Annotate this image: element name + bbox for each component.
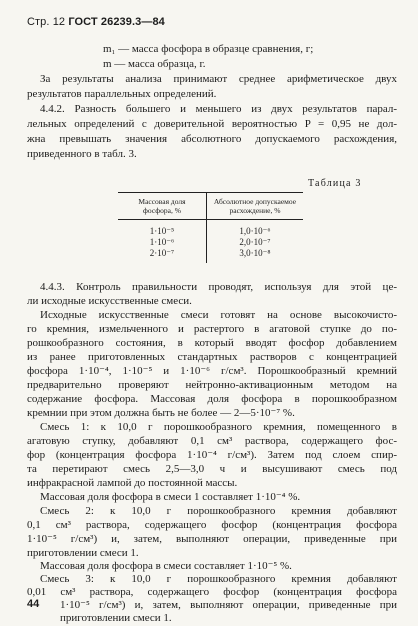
text-line: m — масса образца, г. bbox=[103, 58, 206, 70]
page-number: 44 bbox=[27, 598, 40, 610]
text-line: За результаты анализа принимают среднее арифметическое двух bbox=[40, 73, 397, 85]
table-row bbox=[118, 237, 303, 248]
text-line: 0,1 см³ раствора, содержащего фосфор (концентрация фосфора bbox=[27, 519, 397, 531]
table-row bbox=[118, 248, 303, 263]
text-line: та перетирают смесь 2,5—3,0 ч и высушивают смесь под bbox=[27, 463, 397, 475]
text-line: жна превышать значения абсолютного допускаемого расхождения, bbox=[27, 133, 397, 145]
text-line: Исходные искусственные смеси готовят на основе высокочисто- bbox=[40, 309, 397, 321]
page-label: Стр. 12 bbox=[27, 16, 66, 28]
text-line: приведенного в табл. 3. bbox=[27, 148, 137, 160]
text-line: m₁ — масса фосфора в образце сравнения, г; bbox=[103, 43, 314, 55]
text-line: рошкообразного состояния, в который вводят фосфор добавлением bbox=[27, 337, 397, 349]
text-line: ли исходные искусственные смеси. bbox=[27, 295, 192, 307]
text-line: го кремния, измельченного и растертого в агатовой ступке до по- bbox=[27, 323, 397, 335]
table-cell: 1,0·10⁻⁶ bbox=[239, 226, 271, 236]
table-cell: 2,0·10⁻⁷ bbox=[239, 237, 271, 247]
text-line: кремнии при этом должна быть не более — 2—5·10⁻⁷ %. bbox=[27, 407, 295, 419]
text-line: агатовую ступку, добавляют 0,1 см³ раствора, содержащего фос- bbox=[27, 435, 397, 447]
table-caption: Таблица 3 bbox=[308, 178, 362, 189]
page-header bbox=[27, 16, 165, 28]
text-line: приготовлении смеси 1. bbox=[27, 547, 139, 559]
column-header: Массовая доля фосфора, % bbox=[118, 193, 207, 220]
text-line: Смесь 3: к 10,0 г порошкообразного кремния добавляют bbox=[40, 573, 397, 585]
text-line: результатов параллельных определений. bbox=[27, 88, 217, 100]
table-header-row bbox=[118, 193, 303, 220]
table-cell: 3,0·10⁻⁸ bbox=[239, 248, 271, 258]
table-row bbox=[118, 220, 303, 238]
column-header: Абсолютное допускаемое расхождение, % bbox=[207, 193, 304, 220]
table-cell: 1·10⁻⁶ bbox=[118, 237, 207, 248]
text-line: Смесь 1: к 10,0 г порошкообразного кремния, помещенного в bbox=[40, 421, 397, 433]
text-line: из ранее приготовленных стандартных растворов с концентрацией bbox=[27, 351, 397, 363]
text-line: предварительно проверяют нейтронно-активационным методом на bbox=[27, 379, 397, 391]
text-line: 4.4.3. Контроль правильности проводят, используя для этой це- bbox=[40, 281, 397, 293]
table-cell: 1·10⁻⁵ bbox=[118, 220, 207, 238]
text-line: лельных определений с доверительной вероятностью P = 0,95 не дол- bbox=[27, 118, 397, 130]
text-line: Смесь 2: к 10,0 г порошкообразного кремния добавляют bbox=[40, 505, 397, 517]
standard-code: ГОСТ 26239.3—84 bbox=[68, 16, 165, 28]
text-line: приготовлении смеси 1. bbox=[60, 612, 172, 624]
text-line: 4.4.2. Разность большего и меньшего из двух результатов парал- bbox=[40, 103, 397, 115]
text-line: содержание фосфора. Массовая доля фосфора в порошкообразном bbox=[27, 393, 397, 405]
table-cell: 2·10⁻⁷ bbox=[118, 248, 207, 263]
text-line: фор (концентрация фосфора 1·10⁻⁴ г/см³). Затем под слоем спир- bbox=[27, 449, 397, 461]
text-line: Массовая доля фосфора в смеси 1 составляет 1·10⁻⁴ %. bbox=[40, 491, 301, 503]
text-line: 0,01 см³ раствора, содержащего фосфор (концентрация фосфора bbox=[27, 586, 397, 598]
text-line: Массовая доля фосфора в смеси составляет 1·10⁻⁵ %. bbox=[40, 560, 292, 572]
text-line: фосфора 1·10⁻⁴, 1·10⁻⁵ и 1·10⁻⁶ г/см³. Порошкообразный кремний bbox=[27, 365, 397, 377]
text-line: 1·10⁻⁵ г/см³) и, затем, выполняют операции, приведенные при bbox=[60, 599, 397, 611]
text-line: инфракрасной лампой до постоянной массы. bbox=[27, 477, 238, 489]
table-3 bbox=[118, 192, 303, 263]
text-line: 1·10⁻⁵ г/см³) и, затем, выполняют операции, приведенные при bbox=[27, 533, 397, 545]
